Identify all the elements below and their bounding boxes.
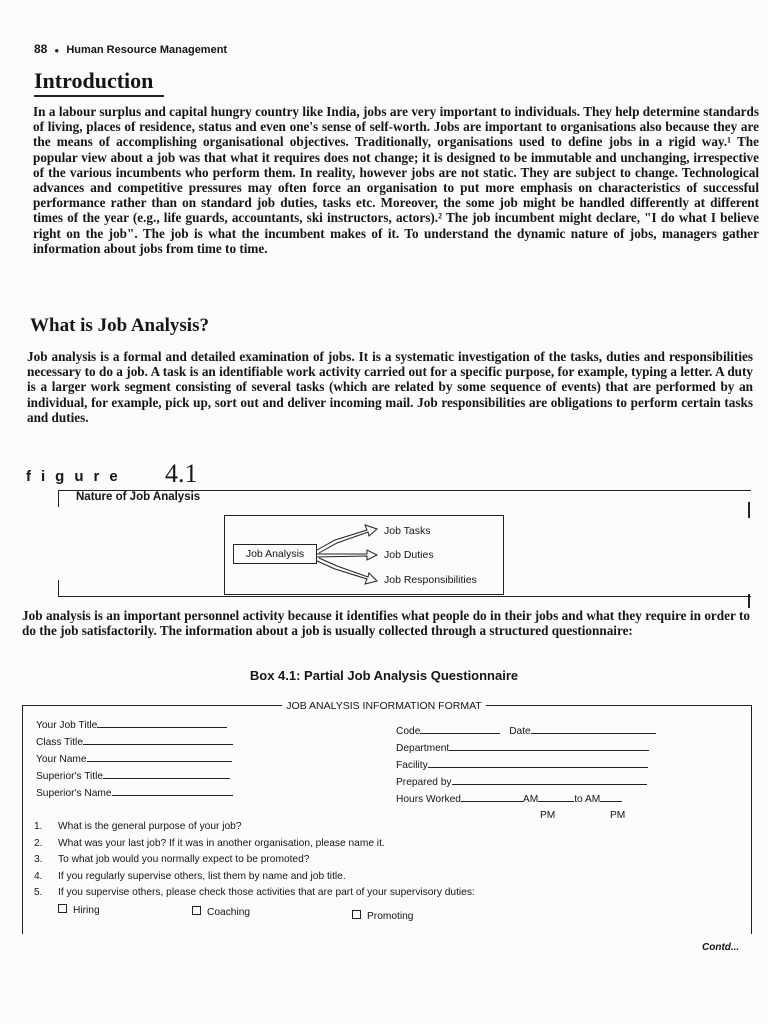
facility-line[interactable]	[428, 758, 648, 768]
field-your-name: Your Name	[36, 752, 232, 765]
heading-underline	[34, 95, 164, 97]
arrow-to-duties	[317, 550, 377, 560]
field-code-date: Code Date	[396, 724, 656, 737]
question-1: 1. What is the general purpose of your job?	[34, 821, 242, 832]
hours-start-line[interactable]	[461, 792, 523, 802]
field-prepared-by: Prepared by	[396, 775, 647, 788]
field-class-title: Class Title	[36, 735, 233, 748]
job-title-line[interactable]	[97, 718, 227, 728]
question-4: 4. If you regularly supervise others, list them by name and job title.	[34, 871, 346, 882]
checkbox-hiring[interactable]: Hiring	[58, 904, 100, 916]
pm-label: PM	[540, 810, 556, 821]
field-department: Department	[396, 741, 649, 754]
running-title: Human Resource Management	[66, 44, 228, 56]
node-job-duties: Job Duties	[384, 549, 434, 561]
question-2: 2. What was your last job? If it was in another organisation, please name it.	[34, 838, 385, 849]
page-number: 88	[34, 42, 48, 56]
checkbox-coaching[interactable]: Coaching	[192, 906, 250, 918]
field-superiors-name: Superior's Name	[36, 786, 233, 799]
introduction-heading: Introduction	[34, 68, 154, 93]
continued-label: Contd...	[702, 942, 740, 953]
hours-end-line[interactable]	[538, 792, 574, 802]
code-line[interactable]	[420, 724, 500, 734]
introduction-paragraph: In a labour surplus and capital hungry country like India, jobs are very important to individuals. They help determine standards of living, places of residence, status and even one's sense of self-worth. Jobs are important to organisations also because they are the means of accomplishing organisational objectives. Traditionally, organisations used to define jobs in a rigid way.¹ The popular view about a job was that what it requires does not change; it is designed to be immutable and unchanging, irrespective of the various incumbents who perform them. In reality, however jobs are not static. They are subject to change. Technological advances and competitive pressures may often force an organisation to put more emphasis on characteristics of successful performance rather than on standard job duties, tasks etc. Moreover, the some job might be handled differently at different times of the year (e.g., life guards, accountants, ski instructors, actors).² The job incumbent might declare, "I do what I believe right on the job". The job is what the incumbent makes of it. To understand the dynamic nature of jobs, managers gather information about jobs from time to time.	[33, 104, 759, 256]
department-line[interactable]	[449, 741, 649, 751]
superiors-title-line[interactable]	[103, 769, 230, 779]
hours-to-line[interactable]	[600, 792, 622, 802]
job-analysis-paragraph: Job analysis is a formal and detailed examination of jobs. It is a systematic investigation of the tasks, duties and responsibilities necessary to do a job. A task is an identifiable work activity carried out for a specific purpose, for example, typing a letter. A duty is a larger work segment consisting of several tasks (which are related by some sequence of events) that are performed by an individual, for example, pick up, sort out and deliver incoming mail. Job responsibilities are obligations to perform certain tasks and duties.	[27, 349, 753, 425]
figure-label: figure	[26, 468, 128, 485]
figure-title: Nature of Job Analysis	[76, 491, 201, 503]
field-superiors-title: Superior's Title	[36, 769, 230, 782]
diagram-arrows	[315, 520, 390, 590]
hiring-checkbox-icon[interactable]	[58, 904, 67, 913]
promoting-checkbox-icon[interactable]	[352, 910, 361, 919]
figure-frame-bottom-right	[748, 594, 750, 608]
pm-label-2: PM	[610, 810, 626, 821]
field-hours-worked: Hours Worked AM to AM	[396, 792, 622, 805]
prepared-by-line[interactable]	[452, 775, 647, 785]
form-heading: JOB ANALYSIS INFORMATION FORMAT	[0, 700, 768, 712]
box-title: Box 4.1: Partial Job Analysis Questionnaire	[249, 668, 519, 683]
running-header	[34, 42, 227, 56]
arrow-to-responsibilities	[317, 558, 377, 584]
checkbox-promoting[interactable]: Promoting	[352, 910, 413, 922]
question-5: 5. If you supervise others, please check those activities that are part of your supervisory duties:	[34, 887, 475, 898]
field-job-title: Your Job Title	[36, 718, 227, 731]
job-analysis-heading: What is Job Analysis?	[30, 315, 209, 336]
your-name-line[interactable]	[87, 752, 232, 762]
node-job-tasks: Job Tasks	[384, 525, 431, 537]
arrow-to-tasks	[317, 525, 377, 553]
questionnaire-intro-paragraph: Job analysis is an important personnel activity because it identifies what people do in their jobs and what they require in order to do the job satisfactorily. The information about a job is usually collected through a structured questionnaire:	[22, 608, 750, 639]
figure-number: 4.1	[165, 459, 198, 488]
bullet-icon: ●	[54, 46, 60, 55]
figure-frame-right	[748, 502, 750, 518]
question-3: 3. To what job would you normally expect to be promoted?	[34, 854, 310, 865]
field-facility: Facility	[396, 758, 648, 771]
coaching-checkbox-icon[interactable]	[192, 906, 201, 915]
date-line[interactable]	[531, 724, 656, 734]
job-analysis-node: Job Analysis	[233, 544, 317, 564]
superiors-name-line[interactable]	[112, 786, 233, 796]
node-job-responsibilities: Job Responsibilities	[384, 574, 477, 586]
class-title-line[interactable]	[83, 735, 233, 745]
